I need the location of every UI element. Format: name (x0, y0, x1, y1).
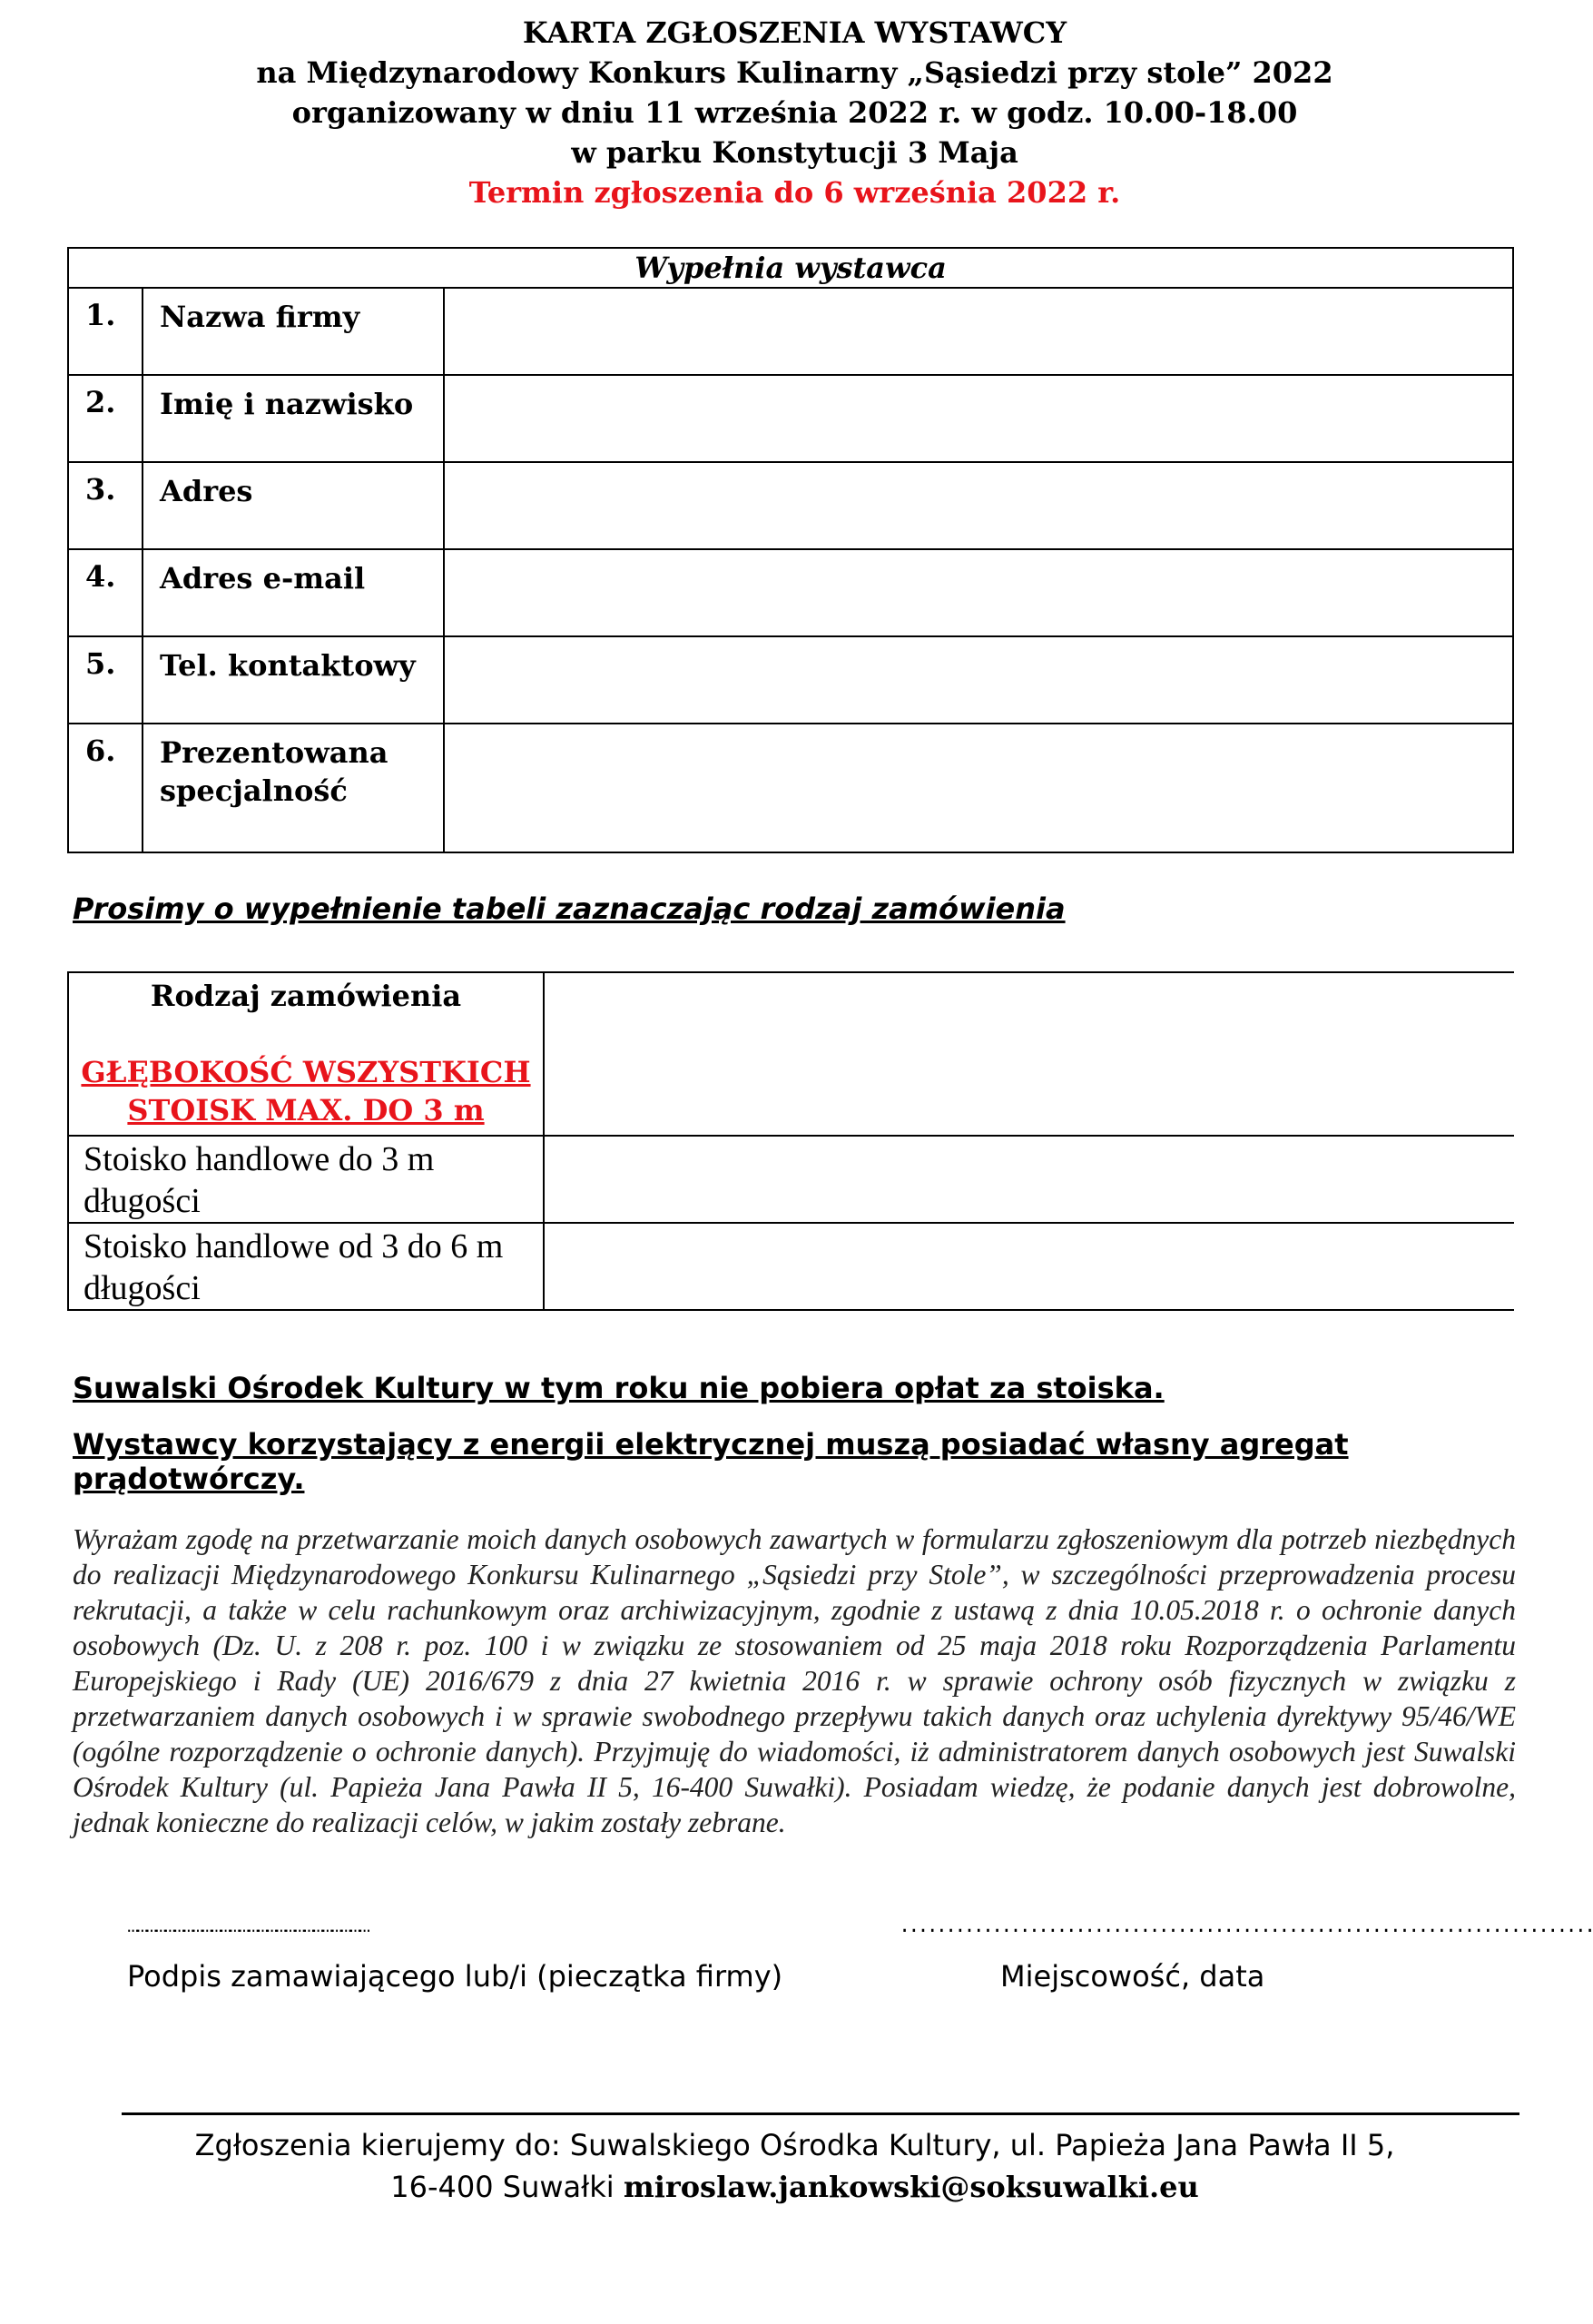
row-label-email: Adres e-mail (143, 549, 444, 636)
consent-text: Wyrażam zgodę na przetwarzanie moich danych osobowych zawartych w formularzu zgłoszeniowym dla potrzeb niezbędnych do realizacji Międzynarodowego Konkursu Kulinarnego „Sąsiedzi przy Stole”, w szczególności przeprowadzenia procesu rekrutacji, a także w celu rachunkowym oraz archiwizacyjnym, zgodnie z ustawą z dnia 10.05.2018 r. o ochronie danych osobowych (Dz. U. z 208 r. poz. 100 i w związku ze stosowaniem od 25 maja 2018 roku Rozporządzenia Parlamentu Europejskiego i Rady (UE) 2016/679 z dnia 27 kwietnia 2016 r. w sprawie ochrony osób fizycznych w związku z przetwarzaniem danych osobowych i w sprawie swobodnego przepływu takich danych oraz uchylenia dyrektywy 95/46/WE (ogólne rozporządzenie o ochronie danych). Przyjmuję do wiadomości, iż administratorem danych osobowych jest Suwalski Ośrodek Kultury (ul. Papieża Jana Pawła II 5, 16-400 Suwałki). Posiadam wiedzę, że podanie danych jest dobrowolne, jednak konieczne do realizacji celów, w jakim zostały zebrane. (73, 1523, 1516, 1838)
table-row (68, 1223, 1514, 1310)
depth-warning: GŁĘBOKOŚĆ WSZYSTKICH STOISK MAX. DO 3 m (81, 1055, 531, 1128)
fees-notice: Suwalski Ośrodek Kultury w tym roku nie pobiera opłat za stoiska. (73, 1371, 1165, 1405)
footer-postal: 16-400 Suwałki (390, 2170, 624, 2204)
row-number: 3. (68, 462, 143, 549)
option-stand-up-to-3m-field[interactable] (544, 1136, 1514, 1223)
footer (0, 2124, 1589, 2208)
signature-line[interactable]: …………………………………………………………………… (127, 1915, 369, 1938)
table-row (68, 724, 1513, 852)
company-name-field[interactable] (444, 288, 1513, 375)
document-header (0, 13, 1589, 212)
exhibitor-table (67, 247, 1514, 853)
header-title: KARTA ZGŁOSZENIA WYSTAWCY (522, 15, 1067, 50)
table-row (68, 375, 1513, 462)
signature-label: Podpis zamawiającego lub/i (pieczątka firmy) (127, 1959, 783, 1994)
exhibitor-table-caption: Wypełnia wystawca (68, 248, 1513, 288)
row-label-name: Imię i nazwisko (143, 375, 444, 462)
table-row (68, 288, 1513, 375)
row-label-company: Nazwa firmy (143, 288, 444, 375)
order-header-blank (544, 972, 1514, 1136)
row-number: 5. (68, 636, 143, 724)
power-notice: Wystawcy korzystający z energii elektrycznej muszą posiadać własny agregat prądotwórczy. (73, 1427, 1349, 1496)
option-stand-3-to-6m-field[interactable] (544, 1223, 1514, 1310)
row-label-phone: Tel. kontaktowy (143, 636, 444, 724)
place-date-line[interactable]: ........................................................................... (899, 1915, 1593, 1938)
table-row (68, 462, 1513, 549)
header-location: w parku Konstytucji 3 Maja (571, 135, 1018, 170)
row-number: 1. (68, 288, 143, 375)
full-name-field[interactable] (444, 375, 1513, 462)
email-field[interactable] (444, 549, 1513, 636)
row-label-address: Adres (143, 462, 444, 549)
order-type-header (68, 972, 544, 1136)
option-stand-3-to-6m: Stoisko handlowe od 3 do 6 m długości (68, 1223, 544, 1310)
row-number: 4. (68, 549, 143, 636)
footer-email-link[interactable]: miroslaw.jankowski@soksuwalki.eu (623, 2170, 1199, 2204)
table-row (68, 549, 1513, 636)
footer-contact (0, 2166, 1589, 2208)
place-date-label: Miejscowość, data (1000, 1959, 1265, 1994)
header-date-time: organizowany w dniu 11 września 2022 r. w godz. 10.00-18.00 (291, 95, 1298, 130)
table-row (68, 636, 1513, 724)
header-deadline: Termin zgłoszenia do 6 września 2022 r. (468, 175, 1121, 210)
row-number: 6. (68, 724, 143, 852)
specialty-field[interactable] (444, 724, 1513, 852)
option-stand-up-to-3m: Stoisko handlowe do 3 m długości (68, 1136, 544, 1223)
table-row (68, 1136, 1514, 1223)
row-label-specialty: Prezentowana specjalność (143, 724, 444, 852)
footer-divider (122, 2112, 1519, 2115)
address-field[interactable] (444, 462, 1513, 549)
order-instruction: Prosimy o wypełnienie tabeli zaznaczając rodzaj zamówienia (73, 891, 1066, 926)
footer-address: Zgłoszenia kierujemy do: Suwalskiego Ośrodka Kultury, ul. Papieża Jana Pawła II 5, (194, 2128, 1395, 2162)
order-type-title: Rodzaj zamówienia (150, 979, 462, 1013)
phone-field[interactable] (444, 636, 1513, 724)
header-contest-name: na Międzynarodowy Konkurs Kulinarny „Sąsiedzi przy stole” 2022 (256, 55, 1333, 90)
row-number: 2. (68, 375, 143, 462)
order-table (67, 971, 1514, 1311)
